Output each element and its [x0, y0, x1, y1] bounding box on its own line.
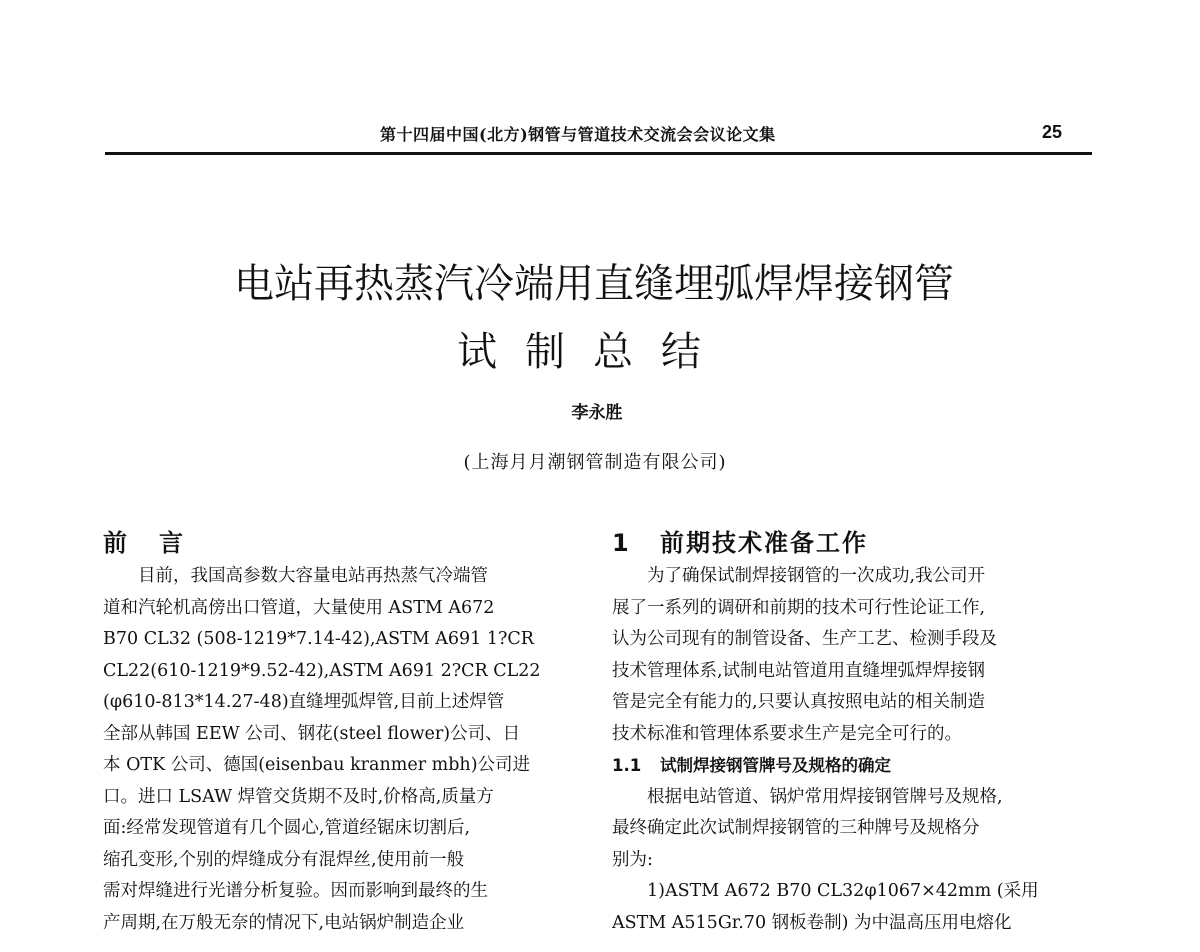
section-number: 1 [612, 529, 629, 557]
section-heading-preface: 前言 [103, 529, 215, 557]
body-line: 根据电站管道、锅炉常用焊接钢管牌号及规格, [647, 786, 1003, 807]
section-heading-1 [612, 525, 1082, 561]
subsection-heading-1-1 [612, 750, 1082, 782]
body-line: 认为公司现有的制管设备、生产工艺、检测手段及 [612, 629, 997, 649]
running-title: 第十四届中国(北方)钢管与管道技术交流会会议论文集 [380, 125, 776, 144]
body-line: 技术标准和管理体系要求生产是完全可行的。 [612, 723, 962, 744]
body-line: 全部从韩国 EEW 公司、钢花(steel flower)公司、日 [103, 723, 521, 744]
subsection-1-1-body [612, 782, 1082, 940]
page-number: 25 [1041, 122, 1062, 142]
body-line: 最终确定此次试制焊接钢管的三种牌号及规格分 [612, 818, 980, 838]
body-line: 目前，我国高参数大容量电站再热蒸气冷端管 [138, 566, 488, 586]
body-line: 技术管理体系,试制电站管道用直缝埋弧焊焊接钢 [612, 660, 986, 681]
running-header [105, 118, 1092, 155]
body-line: ASTM A515Gr.70 钢板卷制) 为中温高压用电熔化 [612, 912, 1012, 933]
body-line: 道和汽轮机高傍出口管道，大量使用 ASTM A672 [103, 597, 495, 618]
body-line: 管是完全有能力的,只要认真按照电站的相关制造 [612, 692, 986, 712]
preface-body [103, 561, 573, 939]
body-line: 本 OTK 公司、德国(eisenbau kranmer mbh)公司进 [103, 755, 531, 775]
body-line: 需对焊缝进行光谱分析复验。因而影响到最终的生 [103, 881, 488, 901]
section-1-body [612, 561, 1082, 750]
subsection-title: 试制焊接钢管牌号及规格的确定 [660, 756, 891, 775]
body-line: 口。进口 LSAW 焊管交货期不及时,价格高,质量方 [103, 786, 494, 807]
paper-title-line-2: 试制总结 [457, 329, 729, 375]
section-title: 前期技术准备工作 [660, 529, 868, 557]
subsection-number: 1.1 [612, 756, 642, 775]
body-line: 展了一系列的调研和前期的技术可行性论证工作, [612, 597, 986, 618]
body-line: 面:经常发现管道有几个圆心,管道经锯床切割后, [103, 818, 471, 838]
body-line: 产周期,在万般无奈的情况下,电站锅炉制造企业 [103, 912, 465, 933]
body-line: (φ610-813*14.27-48)直缝埋弧焊管,目前上述焊管 [103, 692, 505, 712]
body-line: B70 CL32 (508-1219*7.14-42),ASTM A691 1?CR [103, 629, 534, 649]
left-column [103, 525, 573, 939]
body-line: 缩孔变形,个别的焊缝成分有混焊丝,使用前一般 [103, 849, 465, 870]
paper-title-line-1: 电站再热蒸汽冷端用直缝埋弧焊焊接钢管 [234, 261, 954, 307]
body-line: CL22(610-1219*9.52-42),ASTM A691 2?CR CL22 [103, 660, 541, 681]
body-line: 为了确保试制焊接钢管的一次成功,我公司开 [647, 566, 986, 586]
author-affiliation: (上海月月潮钢管制造有限公司) [463, 452, 727, 473]
author-name: 李永胜 [571, 403, 623, 423]
body-line: 别为: [612, 849, 653, 870]
body-line: 1)ASTM A672 B70 CL32φ1067×42mm (采用 [647, 881, 1039, 901]
right-column [612, 525, 1082, 939]
